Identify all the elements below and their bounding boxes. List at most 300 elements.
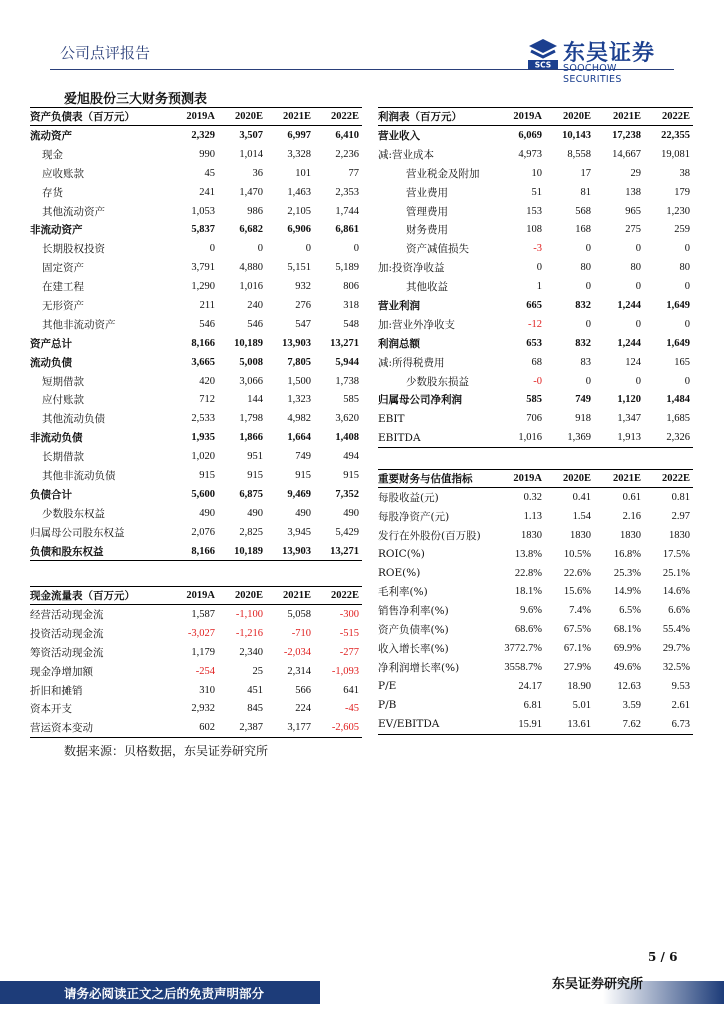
row-label: 资产总计	[30, 337, 72, 350]
value-cell: 0	[305, 243, 311, 255]
value-cell: 13.61	[545, 715, 594, 734]
value-cell: 0	[684, 318, 690, 330]
year-header: 2019A	[170, 108, 218, 126]
table-row	[30, 428, 362, 447]
value-cell: 1.13	[523, 510, 542, 522]
value-cell: 0	[635, 375, 641, 387]
value-cell: 10,189	[234, 337, 263, 349]
value-cell: 706	[526, 413, 542, 425]
row-label: 长期借款	[42, 451, 84, 464]
value-cell: 8,166	[170, 542, 218, 561]
value-cell: 665	[526, 299, 542, 311]
row-label: 应付账款	[42, 394, 84, 407]
row-label: 非流动负债	[30, 432, 83, 445]
row-label: 加:营业外净收支	[378, 318, 456, 331]
value-cell: 14.9%	[613, 586, 641, 598]
value-cell: 1,020	[191, 451, 215, 463]
table-row	[30, 643, 362, 662]
year-header: 2019A	[496, 108, 545, 126]
brand-logo	[527, 36, 677, 85]
table-row	[30, 542, 362, 561]
value-cell: 1,744	[335, 205, 359, 217]
value-cell: 5,151	[287, 262, 311, 274]
row-label: 资本开支	[30, 703, 72, 716]
scs-logo-icon	[527, 38, 559, 72]
row-label: ROIC(%)	[378, 548, 425, 561]
value-cell: 259	[674, 224, 690, 236]
value-cell: 2.16	[622, 510, 641, 522]
value-cell: 14.6%	[662, 586, 690, 598]
value-cell: 0	[635, 243, 641, 255]
value-cell: 318	[343, 299, 359, 311]
value-cell: 2,340	[239, 646, 263, 658]
balance-sheet-table	[30, 107, 362, 561]
row-label: 营业利润	[378, 299, 420, 312]
value-cell: 0	[684, 243, 690, 255]
row-label: 存货	[42, 186, 63, 199]
value-cell: 77	[348, 167, 359, 179]
value-cell: 17	[580, 167, 591, 179]
row-label: 筹资活动现金流	[30, 646, 104, 659]
value-cell: -710	[291, 627, 311, 639]
value-cell: -1,216	[235, 627, 263, 639]
value-cell: 1,244	[617, 299, 641, 311]
row-label: 发行在外股份(百万股)	[378, 529, 481, 542]
value-cell: 3772.7%	[504, 643, 542, 655]
value-cell: 179	[674, 186, 690, 198]
table-row	[378, 258, 693, 277]
value-cell: 1,587	[191, 608, 215, 620]
income-statement-table	[378, 107, 693, 448]
value-cell: 566	[295, 684, 311, 696]
table-title: 资产负债表（百万元）	[30, 108, 170, 126]
value-cell: 10,189	[218, 542, 266, 561]
row-label: 经营活动现金流	[30, 608, 104, 621]
value-cell: 8,558	[567, 148, 591, 160]
year-header: 2020E	[218, 587, 266, 605]
table-row	[378, 334, 693, 353]
value-cell: 5,058	[287, 608, 311, 620]
table-row	[378, 564, 693, 583]
value-cell: 68.1%	[613, 624, 641, 636]
table-title: 现金流量表（百万元）	[30, 587, 170, 605]
value-cell: 1,179	[191, 646, 215, 658]
value-cell: -0	[533, 375, 542, 387]
value-cell: 3,507	[239, 129, 263, 141]
value-cell: 1,798	[239, 413, 263, 425]
table-row	[378, 126, 693, 145]
value-cell: 124	[625, 356, 641, 368]
row-label: 减:营业成本	[378, 148, 435, 161]
table-row	[30, 258, 362, 277]
value-cell: 15.6%	[563, 586, 591, 598]
value-cell: 68.6%	[514, 624, 542, 636]
value-cell: 1,649	[666, 337, 690, 349]
row-label: 资产负债率(%)	[378, 624, 449, 637]
row-label: 每股净资产(元)	[378, 510, 450, 523]
row-label: EBITDA	[378, 428, 496, 447]
value-cell: 67.5%	[563, 624, 591, 636]
value-cell: 29	[630, 167, 641, 179]
table-header-row	[30, 587, 362, 605]
value-cell: 548	[343, 318, 359, 330]
value-cell: 3.59	[622, 699, 641, 711]
value-cell: 17.5%	[662, 548, 690, 560]
table-row	[30, 145, 362, 164]
row-label: 管理费用	[406, 205, 448, 218]
table-row	[30, 466, 362, 485]
value-cell: 5,008	[239, 356, 263, 368]
value-cell: 32.5%	[662, 661, 690, 673]
row-label: 其他非流动负债	[42, 469, 116, 482]
value-cell: 7.62	[594, 715, 644, 734]
table-row	[30, 202, 362, 221]
value-cell: 3,791	[191, 262, 215, 274]
row-label: 少数股东损益	[406, 375, 469, 388]
value-cell: -2,034	[283, 646, 311, 658]
value-cell: 9.53	[671, 680, 690, 692]
year-header: 2021E	[594, 470, 644, 488]
table-row	[378, 582, 693, 601]
value-cell: 49.6%	[613, 661, 641, 673]
row-label: 归属母公司净利润	[378, 394, 462, 407]
table-row	[378, 428, 693, 447]
value-cell: 915	[199, 469, 215, 481]
value-cell: 18.90	[567, 680, 591, 692]
value-cell: 13.8%	[514, 548, 542, 560]
year-header: 2022E	[644, 108, 693, 126]
value-cell: 10.5%	[563, 548, 591, 560]
value-cell: -3	[533, 243, 542, 255]
table-row	[30, 718, 362, 737]
value-cell: 25.3%	[613, 567, 641, 579]
value-cell: 6,069	[518, 129, 542, 141]
value-cell: 832	[575, 337, 591, 349]
value-cell: 749	[575, 394, 591, 406]
row-label: 负债合计	[30, 488, 72, 501]
value-cell: 38	[679, 167, 690, 179]
value-cell: 4,982	[287, 413, 311, 425]
value-cell: 585	[526, 394, 542, 406]
row-label: 减:所得税费用	[378, 356, 445, 369]
row-label: ROE(%)	[378, 567, 421, 579]
row-label: 现金	[42, 148, 63, 161]
value-cell: 6,682	[239, 224, 263, 236]
value-cell: 1,470	[239, 186, 263, 198]
value-cell: 13,271	[330, 337, 359, 349]
table-row	[30, 485, 362, 504]
row-label: 销售净利率(%)	[378, 605, 449, 618]
row-label: 应收账款	[42, 167, 84, 180]
row-label: 其他流动负债	[42, 413, 105, 426]
row-label: 资产减值损失	[406, 243, 469, 256]
value-cell: 1,016	[239, 281, 263, 293]
value-cell: 0	[585, 318, 591, 330]
value-cell: 1830	[521, 529, 542, 541]
year-header: 2021E	[594, 108, 644, 126]
value-cell: 1,500	[287, 375, 311, 387]
table-row	[30, 239, 362, 258]
table-row	[378, 315, 693, 334]
value-cell: 19,081	[661, 148, 690, 160]
value-cell: 3,620	[335, 413, 359, 425]
valuation-metrics-table	[378, 469, 693, 735]
value-cell: 168	[575, 224, 591, 236]
row-label: EBIT	[378, 412, 405, 425]
row-label: 利润总额	[378, 337, 420, 350]
value-cell: 0	[209, 243, 215, 255]
table-row	[378, 715, 693, 734]
row-label: 投资活动现金流	[30, 627, 104, 640]
value-cell: 83	[580, 356, 591, 368]
value-cell: 51	[531, 186, 542, 198]
table-header-row	[378, 470, 693, 488]
value-cell: 547	[295, 318, 311, 330]
table-row	[378, 620, 693, 639]
value-cell: 138	[625, 186, 641, 198]
value-cell: 490	[199, 507, 215, 519]
row-label: 负债和股东权益	[30, 542, 170, 561]
row-label: 现金净增加额	[30, 665, 93, 678]
value-cell: 2,314	[287, 665, 311, 677]
value-cell: 80	[630, 262, 641, 274]
value-cell: -277	[339, 646, 359, 658]
row-label: 在建工程	[42, 281, 84, 294]
data-source-note: 数据来源：贝格数据，东吴证券研究所	[64, 744, 269, 758]
value-cell: 3,066	[239, 375, 263, 387]
value-cell: -3,027	[187, 627, 215, 639]
value-cell: 4,880	[239, 262, 263, 274]
value-cell: 546	[199, 318, 215, 330]
table-row	[378, 677, 693, 696]
value-cell: 27.9%	[563, 661, 591, 673]
value-cell: -12	[528, 318, 542, 330]
value-cell: 3,665	[191, 356, 215, 368]
value-cell: 22.8%	[514, 567, 542, 579]
table-row	[30, 605, 362, 624]
table-row	[378, 526, 693, 545]
value-cell: 1,323	[287, 394, 311, 406]
value-cell: 6.5%	[619, 605, 641, 617]
value-cell: 6.73	[644, 715, 693, 734]
table-row	[378, 296, 693, 315]
table-title: 重要财务与估值指标	[378, 470, 496, 488]
value-cell: -2,605	[314, 718, 362, 737]
value-cell: 13,903	[266, 542, 314, 561]
table-row	[30, 164, 362, 183]
value-cell: 602	[170, 718, 218, 737]
value-cell: 0	[684, 281, 690, 293]
value-cell: 2,533	[191, 413, 215, 425]
value-cell: 585	[343, 394, 359, 406]
value-cell: 9.6%	[520, 605, 542, 617]
table-row	[30, 220, 362, 239]
value-cell: 2,387	[218, 718, 266, 737]
value-cell: 10	[531, 167, 542, 179]
row-label: 其他非流动资产	[42, 318, 116, 331]
value-cell: 0	[585, 375, 591, 387]
table-row	[30, 183, 362, 202]
value-cell: 2,326	[644, 428, 693, 447]
value-cell: 0	[635, 281, 641, 293]
row-label: 长期股权投资	[42, 243, 105, 256]
year-header: 2021E	[266, 587, 314, 605]
value-cell: 2,825	[239, 526, 263, 538]
value-cell: 490	[295, 507, 311, 519]
row-label: 流动资产	[30, 129, 72, 142]
logo-en-text: SOOCHOW SECURITIES	[563, 63, 622, 85]
value-cell: 240	[247, 299, 263, 311]
value-cell: 7,352	[335, 488, 359, 500]
value-cell: 2,236	[335, 148, 359, 160]
value-cell: -515	[339, 627, 359, 639]
value-cell: 16.8%	[613, 548, 641, 560]
value-cell: 5,944	[335, 356, 359, 368]
value-cell: 0	[585, 281, 591, 293]
value-cell: 420	[199, 375, 215, 387]
value-cell: 2.97	[671, 510, 690, 522]
value-cell: 494	[343, 451, 359, 463]
value-cell: 832	[575, 299, 591, 311]
report-type: 公司点评报告	[60, 44, 151, 62]
value-cell: 22,355	[661, 129, 690, 141]
year-header: 2022E	[644, 470, 693, 488]
value-cell: 0	[684, 375, 690, 387]
year-header: 2019A	[170, 587, 218, 605]
value-cell: 712	[199, 394, 215, 406]
value-cell: 0.41	[572, 491, 591, 503]
value-cell: 1,664	[287, 432, 311, 444]
value-cell: 0.32	[523, 491, 542, 503]
table-row	[378, 183, 693, 202]
value-cell: 3558.7%	[504, 661, 542, 673]
page-number: 5 / 6	[648, 950, 678, 964]
table-row	[378, 488, 693, 507]
value-cell: 5.01	[572, 699, 591, 711]
value-cell: 0	[353, 243, 359, 255]
value-cell: 568	[575, 205, 591, 217]
value-cell: 1,738	[335, 375, 359, 387]
value-cell: 5,600	[191, 488, 215, 500]
value-cell: 80	[679, 262, 690, 274]
row-label: 其他流动资产	[42, 205, 105, 218]
value-cell: 932	[295, 281, 311, 293]
row-label: 营业费用	[406, 186, 448, 199]
value-cell: 2,105	[287, 205, 311, 217]
row-label: 收入增长率(%)	[378, 643, 449, 656]
value-cell: 81	[580, 186, 591, 198]
value-cell: 749	[295, 451, 311, 463]
value-cell: 3,945	[287, 526, 311, 538]
row-label: 财务费用	[406, 224, 448, 237]
footer-gradient	[320, 981, 724, 1004]
value-cell: 7.4%	[569, 605, 591, 617]
value-cell: 1,290	[191, 281, 215, 293]
value-cell: 6,997	[287, 129, 311, 141]
value-cell: 211	[199, 299, 215, 311]
table-row	[30, 334, 362, 353]
value-cell: 1,244	[617, 337, 641, 349]
table-row	[30, 523, 362, 542]
value-cell: 915	[343, 469, 359, 481]
value-cell: 5,189	[335, 262, 359, 274]
row-label: 营业税金及附加	[406, 167, 480, 180]
year-header: 2020E	[218, 108, 266, 126]
value-cell: 653	[526, 337, 542, 349]
value-cell: 6,861	[335, 224, 359, 236]
document-title: 爱旭股份三大财务预测表	[64, 92, 208, 107]
value-cell: 2,353	[335, 186, 359, 198]
row-label: 折旧和摊销	[30, 684, 83, 697]
value-cell: 5,837	[191, 224, 215, 236]
value-cell: 1830	[570, 529, 591, 541]
value-cell: 1,369	[545, 428, 594, 447]
table-row	[30, 681, 362, 700]
table-header-row	[378, 108, 693, 126]
value-cell: 1,230	[666, 205, 690, 217]
row-label: 固定资产	[42, 262, 84, 275]
value-cell: 18.1%	[514, 586, 542, 598]
value-cell: 0	[635, 318, 641, 330]
footer-firm-name: 东吴证券研究所	[552, 977, 644, 992]
value-cell: 144	[247, 394, 263, 406]
table-row	[378, 220, 693, 239]
value-cell: 1,014	[239, 148, 263, 160]
disclaimer-text: 请务必阅读正文之后的免责声明部分	[64, 986, 265, 1001]
table-row	[378, 164, 693, 183]
table-row	[378, 658, 693, 677]
value-cell: 1,913	[594, 428, 644, 447]
value-cell: 108	[526, 224, 542, 236]
value-cell: 310	[199, 684, 215, 696]
value-cell: 22.6%	[563, 567, 591, 579]
value-cell: 276	[295, 299, 311, 311]
value-cell: -300	[339, 608, 359, 620]
value-cell: 490	[343, 507, 359, 519]
value-cell: 13,903	[282, 337, 311, 349]
table-row	[30, 662, 362, 681]
value-cell: 986	[247, 205, 263, 217]
value-cell: -254	[195, 665, 215, 677]
value-cell: 241	[199, 186, 215, 198]
value-cell: 14,667	[612, 148, 641, 160]
table-row	[378, 277, 693, 296]
row-label: 短期借款	[42, 375, 84, 388]
table-row	[30, 447, 362, 466]
value-cell: 0	[585, 243, 591, 255]
value-cell: 6,875	[239, 488, 263, 500]
row-label: P/E	[378, 680, 397, 693]
value-cell: -1,093	[331, 665, 359, 677]
row-label: 毛利率(%)	[378, 586, 428, 599]
value-cell: 1,120	[617, 394, 641, 406]
value-cell: 0	[257, 243, 263, 255]
value-cell: 5,429	[335, 526, 359, 538]
value-cell: 1,053	[191, 205, 215, 217]
value-cell: 4,973	[518, 148, 542, 160]
value-cell: 45	[204, 167, 215, 179]
table-row	[30, 372, 362, 391]
row-label: 净利润增长率(%)	[378, 661, 460, 674]
table-row	[378, 545, 693, 564]
value-cell: 990	[199, 148, 215, 160]
value-cell: 29.7%	[662, 643, 690, 655]
value-cell: 845	[247, 703, 263, 715]
table-row	[378, 372, 693, 391]
table-row	[378, 639, 693, 658]
value-cell: 67.1%	[563, 643, 591, 655]
table-row	[30, 504, 362, 523]
